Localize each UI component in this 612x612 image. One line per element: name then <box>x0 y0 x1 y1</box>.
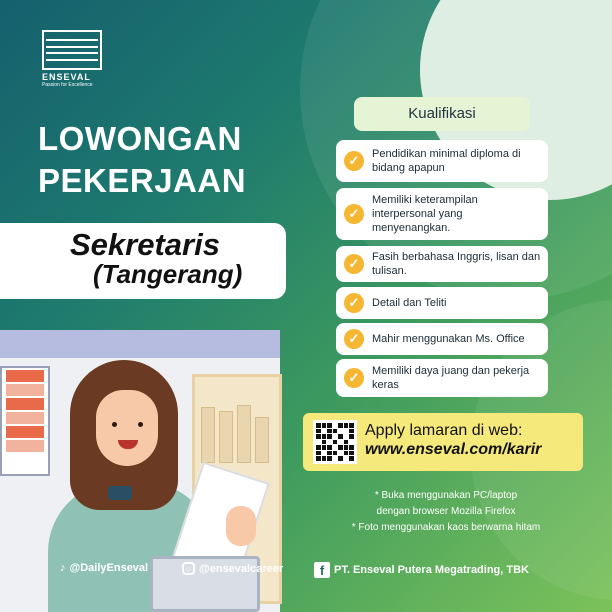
qualification-text: Detail dan Teliti <box>372 297 447 309</box>
notes <box>300 488 592 536</box>
instagram-handle: @ensevalcareer <box>199 562 284 575</box>
woman-face <box>96 390 158 466</box>
qualification-item <box>336 140 548 182</box>
logo-tagline: Passion for Excellence <box>42 82 93 88</box>
instagram-icon: ○ <box>182 562 195 575</box>
check-icon: ✓ <box>344 329 364 349</box>
qualification-item <box>336 188 548 240</box>
instagram-link[interactable] <box>182 562 283 575</box>
window-bar <box>0 330 280 358</box>
qualification-text: Memiliki daya juang dan pekerja keras <box>372 365 530 391</box>
qr-code[interactable] <box>313 420 357 464</box>
logo-name: ENSEVAL <box>42 72 91 82</box>
qualification-text: Memiliki keterampilan interpersonal yang menyenangkan. <box>372 194 478 234</box>
apply-label: Apply lamaran di web: <box>365 422 523 439</box>
check-icon: ✓ <box>344 254 364 274</box>
check-icon: ✓ <box>344 204 364 224</box>
hand-illustration <box>226 506 256 546</box>
qualification-item <box>336 287 548 319</box>
job-title: Sekretaris <box>70 227 220 262</box>
spreadsheet-illustration <box>0 366 50 476</box>
qualification-text: Mahir menggunakan Ms. Office <box>372 333 525 345</box>
headline-line2: PEKERJAAN <box>38 162 247 199</box>
qualification-item <box>336 359 548 397</box>
tiktok-link[interactable] <box>60 562 148 574</box>
qualification-text: Fasih berbahasa Inggris, lisan dan tulisan. <box>372 251 541 277</box>
phone-illustration <box>108 486 132 500</box>
woman-eye <box>138 422 143 427</box>
job-location: (Tangerang) <box>93 259 243 289</box>
facebook-link[interactable] <box>314 562 529 578</box>
apply-url-link[interactable]: www.enseval.com/karir <box>365 441 542 458</box>
facebook-icon: f <box>314 562 330 578</box>
check-icon: ✓ <box>344 151 364 171</box>
headline <box>38 118 246 202</box>
qualification-text: Pendidikan minimal diploma di bidang apapun <box>372 148 521 174</box>
tiktok-icon: ♪ <box>60 562 66 574</box>
note-line: * Buka menggunakan PC/laptop <box>374 490 518 501</box>
woman-eye <box>112 422 117 427</box>
social-links <box>0 555 612 583</box>
note-line: * Foto menggunakan kaos berwarna hitam <box>351 522 541 533</box>
logo-mark <box>42 30 102 70</box>
enseval-logo <box>42 30 102 88</box>
apply-box <box>303 413 583 471</box>
note-line: dengan browser Mozilla Firefox <box>376 506 516 517</box>
qualification-item <box>336 323 548 355</box>
check-icon: ✓ <box>344 293 364 313</box>
qualifications-heading: Kualifikasi <box>354 97 530 131</box>
check-icon: ✓ <box>344 368 364 388</box>
tiktok-handle: @DailyEnseval <box>69 562 149 574</box>
qualification-item <box>336 246 548 282</box>
facebook-name: PT. Enseval Putera Megatrading, TBK <box>334 564 529 576</box>
headline-line1: LOWONGAN <box>38 120 242 157</box>
